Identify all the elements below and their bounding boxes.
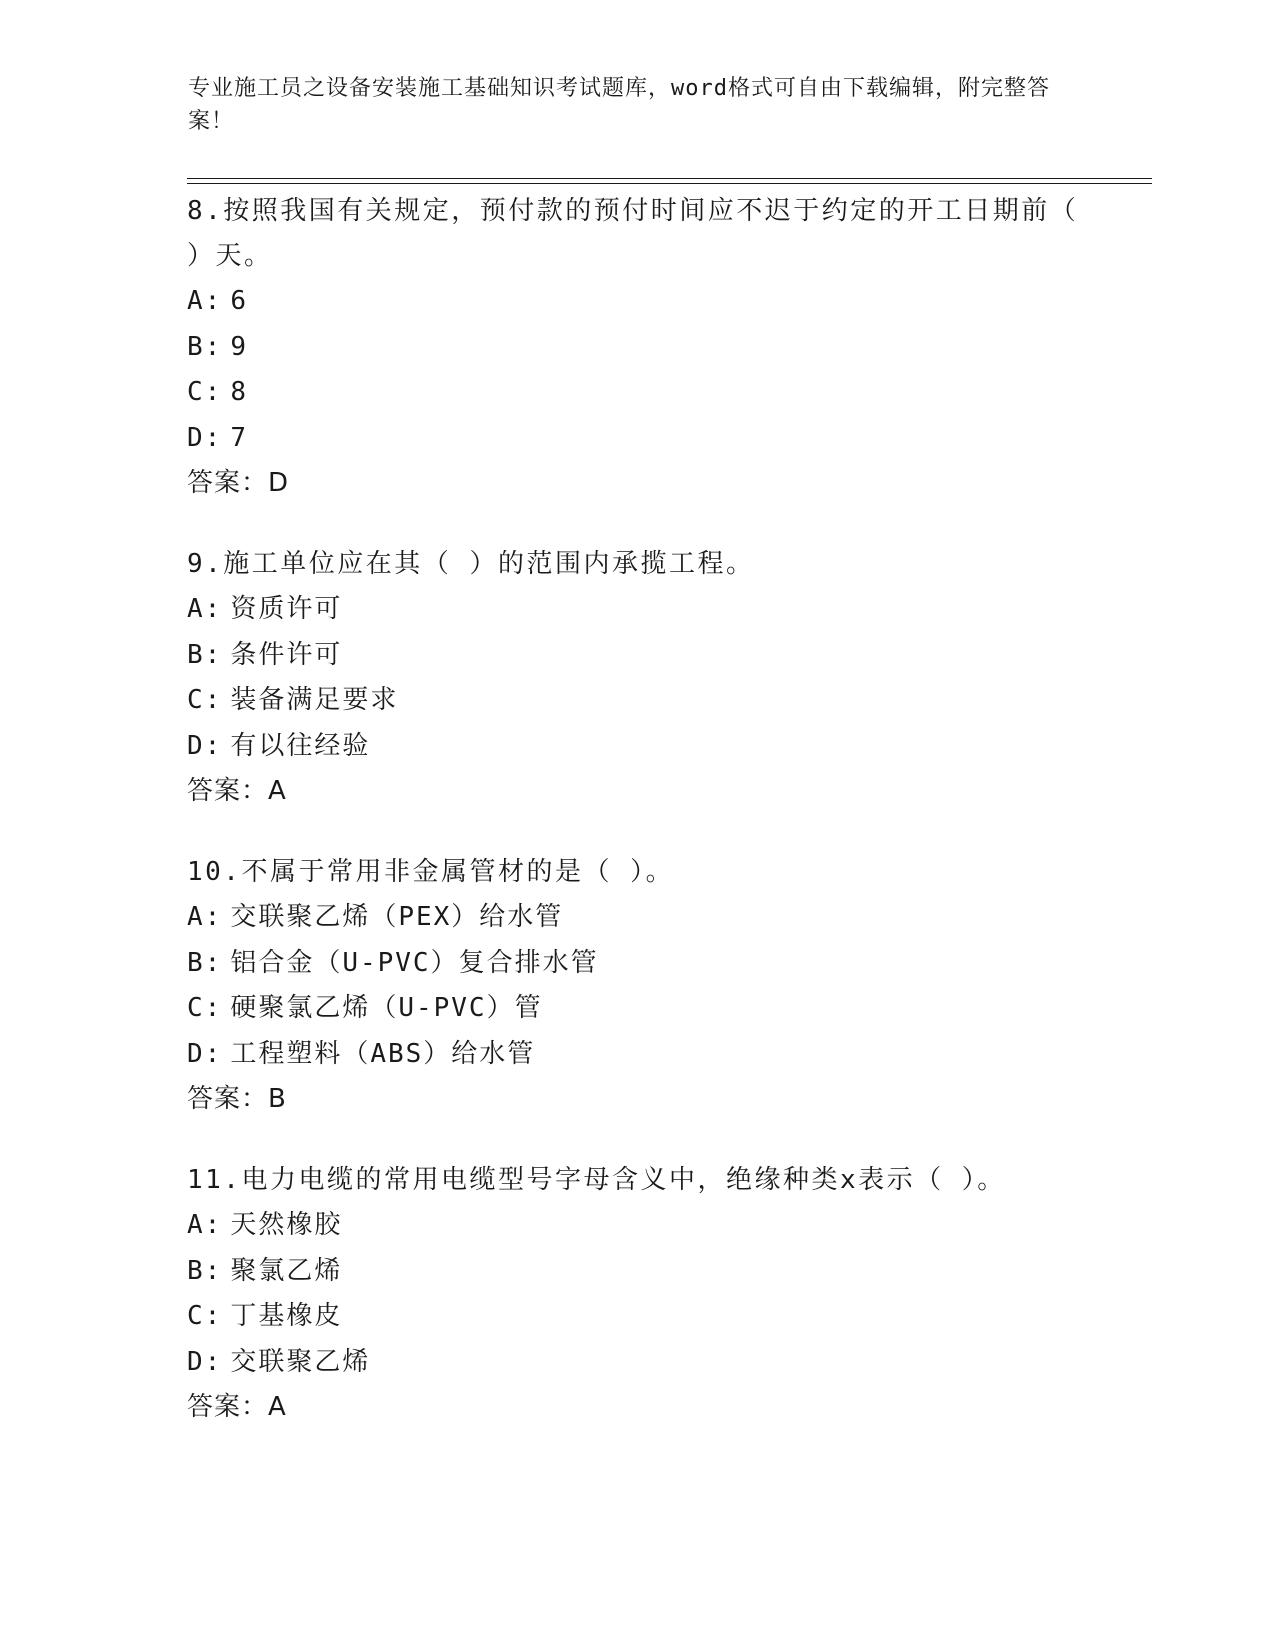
option-a	[187, 279, 1107, 325]
option-key: D:	[187, 1346, 223, 1377]
option-text: 工程塑料（ABS）给水管	[230, 1038, 536, 1069]
option-d	[187, 416, 1107, 462]
option-b	[187, 1249, 1107, 1295]
option-text: 8	[230, 377, 248, 407]
answer-line: 答案：D	[187, 468, 290, 498]
option-d	[187, 1340, 1107, 1386]
option-key: D:	[187, 730, 223, 761]
answer-line: 答案：A	[187, 1392, 287, 1422]
question-10	[187, 850, 1107, 1122]
option-text: 有以往经验	[230, 730, 371, 761]
document-title: 专业施工员之设备安装施工基础知识考试题库，word格式可自由下载编辑，附完整答案！	[188, 76, 1050, 134]
option-text: 天然橡胶	[230, 1210, 343, 1240]
option-a	[187, 1203, 1107, 1249]
option-text: 硬聚氯乙烯（U-PVC）管	[230, 993, 543, 1023]
option-b	[187, 325, 1107, 371]
option-c	[187, 1294, 1107, 1340]
option-text: 铝合金（U-PVC）复合排水管	[230, 947, 599, 978]
answer-line: 答案：B	[187, 1084, 287, 1114]
header-divider-bottom	[187, 183, 1152, 184]
option-key: C:	[187, 685, 223, 715]
option-text: 聚氯乙烯	[230, 1255, 343, 1286]
option-a	[187, 587, 1107, 633]
option-key: C:	[187, 377, 223, 407]
option-b	[187, 633, 1107, 679]
option-text: 条件许可	[230, 639, 343, 670]
question-9	[187, 542, 1107, 814]
option-key: C:	[187, 993, 223, 1023]
option-key: B:	[187, 947, 223, 978]
question-list	[187, 189, 1107, 1466]
option-key: B:	[187, 639, 223, 670]
option-c	[187, 370, 1107, 416]
option-text: 7	[230, 422, 248, 453]
option-text: 丁基橡皮	[230, 1301, 343, 1331]
option-b	[187, 941, 1107, 987]
option-text: 资质许可	[230, 594, 343, 624]
option-text: 9	[230, 331, 248, 362]
option-c	[187, 678, 1107, 724]
question-11	[187, 1158, 1107, 1430]
option-key: B:	[187, 1255, 223, 1286]
option-key: B:	[187, 331, 223, 362]
document-header	[188, 72, 1068, 138]
option-text: 交联聚乙烯	[230, 1346, 371, 1377]
question-stem: 10.不属于常用非金属管材的是（ ）。	[187, 857, 675, 887]
option-c	[187, 986, 1107, 1032]
answer-line: 答案：A	[187, 776, 287, 806]
question-stem: 11.电力电缆的常用电缆型号字母含义中，绝缘种类x表示（ ）。	[187, 1165, 1006, 1195]
option-text: 6	[230, 286, 248, 316]
option-key: A:	[187, 902, 223, 932]
option-text: 交联聚乙烯（PEX）给水管	[230, 902, 564, 932]
option-key: D:	[187, 422, 223, 453]
option-d	[187, 1032, 1107, 1078]
option-key: A:	[187, 286, 223, 316]
question-8	[187, 189, 1107, 506]
header-divider-top	[187, 178, 1152, 179]
option-key: A:	[187, 1210, 223, 1240]
question-stem: 8.按照我国有关规定，预付款的预付时间应不迟于约定的开工日期前（ ）天。	[187, 196, 1079, 271]
option-text: 装备满足要求	[230, 685, 399, 715]
option-a	[187, 895, 1107, 941]
question-stem: 9.施工单位应在其（ ）的范围内承揽工程。	[187, 549, 755, 579]
option-key: C:	[187, 1301, 223, 1331]
option-d	[187, 724, 1107, 770]
option-key: D:	[187, 1038, 223, 1069]
option-key: A:	[187, 594, 223, 624]
